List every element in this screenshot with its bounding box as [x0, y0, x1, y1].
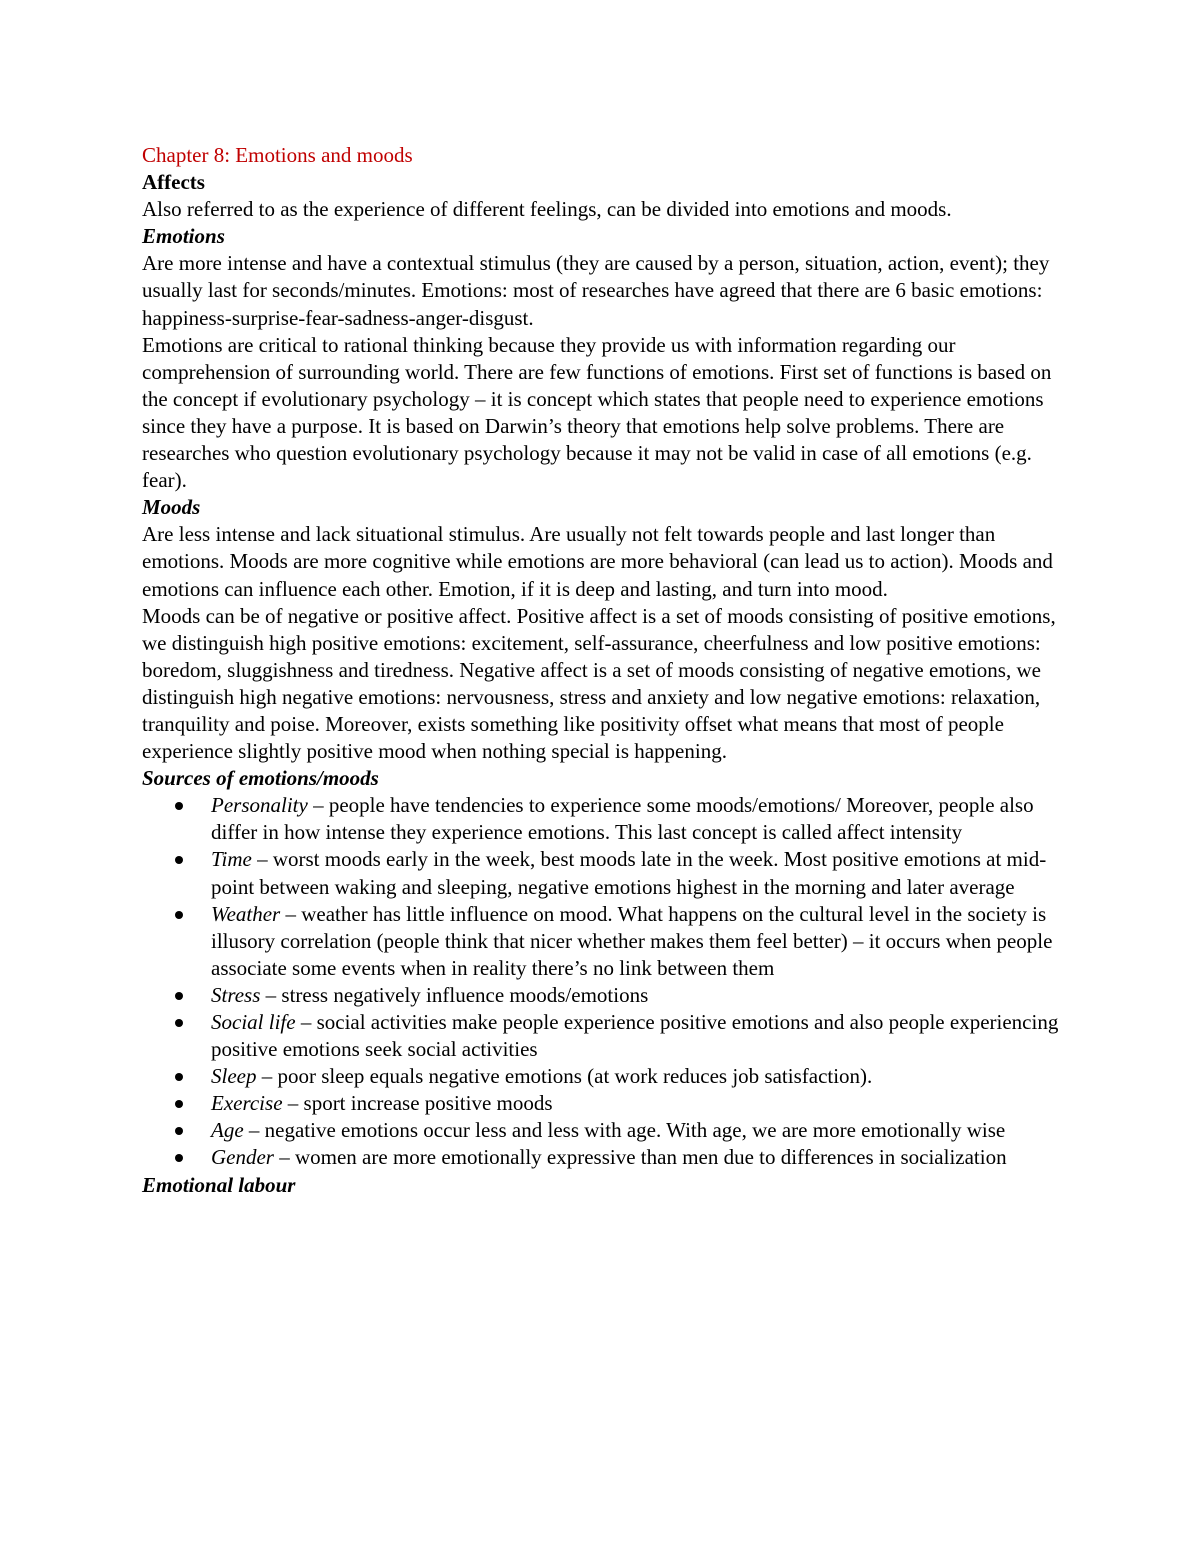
list-item: [142, 1090, 1062, 1117]
list-item: [142, 982, 1062, 1009]
list-item: [142, 792, 1062, 846]
source-term: Exercise: [211, 1091, 283, 1116]
source-text: – women are more emotionally expressive than men due to differences in socialization: [273, 1145, 1007, 1170]
source-term: Personality: [211, 793, 308, 818]
source-term: Social life: [211, 1010, 296, 1034]
source-term: Gender: [211, 1145, 274, 1170]
bullet-icon: [175, 802, 183, 810]
document-page: [142, 142, 1062, 1199]
list-item: [142, 1144, 1062, 1171]
sources-heading: Sources of emotions/moods: [142, 766, 379, 791]
source-text: – social activities make people experience positive emotions and also people experiencing positive emotions seek social activities: [211, 1010, 1059, 1062]
bullet-icon: [175, 911, 183, 919]
source-term: Sleep: [211, 1064, 257, 1089]
emotions-paragraph-1: Are more intense and have a contextual stimulus (they are caused by a person, situation, action, event); they usually last for seconds/minutes. Emotions: most of researches have agreed that there are 6 basic emotions: happiness-surprise-fear-sadness-anger-disgust.: [142, 251, 1050, 330]
list-item: [142, 901, 1062, 982]
source-text: – sport increase positive moods: [282, 1091, 553, 1116]
source-text: – weather has little influence on mood. What happens on the cultural level in the society is illusory correlation (people think that nicer whether makes them feel better) – it occurs when people associate some events when in reality there’s no link between them: [211, 901, 1053, 980]
moods-paragraph-1: Are less intense and lack situational stimulus. Are usually not felt towards people and last longer than emotions. Moods are more cognitive while emotions are more behavioral (can lead us to action). Moods and emotions can influence each other. Emotion, if it is deep and lasting, and turn into mood.: [142, 522, 1053, 601]
bullet-icon: [175, 1019, 183, 1027]
affects-paragraph: Also referred to as the experience of different feelings, can be divided into emotions and moods.: [142, 197, 952, 222]
bullet-icon: [175, 992, 183, 1000]
bullet-icon: [175, 1154, 183, 1162]
source-term: Time: [211, 847, 252, 872]
source-text: – worst moods early in the week, best moods late in the week. Most positive emotions at mid-point between waking and sleeping, negative emotions highest in the morning and later average: [211, 847, 1047, 899]
chapter-title: Chapter 8: Emotions and moods: [142, 143, 413, 167]
source-text: – stress negatively influence moods/emotions: [260, 982, 649, 1007]
emotions-paragraph-2: Emotions are critical to rational thinking because they provide us with information regarding our comprehension of surrounding world. There are few functions of emotions. First set of functions is based on the concept if evolutionary psychology – it is concept which states that people need to experience emotions since they have a purpose. It is based on Darwin’s theory that emotions help solve problems. There are researches who question evolutionary psychology because it may not be valid in case of all emotions (e.g. fear).: [142, 332, 1052, 493]
source-text: – people have tendencies to experience some moods/emotions/ Moreover, people also differ in how intense they experience emotions. This last concept is called affect intensity: [211, 793, 1034, 845]
affects-heading: Affects: [142, 170, 205, 195]
list-item: [142, 1063, 1062, 1090]
sources-list: [142, 792, 1062, 1171]
moods-paragraph-2: Moods can be of negative or positive affect. Positive affect is a set of moods consisting of positive emotions, we distinguish high positive emotions: excitement, self-assurance, cheerfulness and low positive emotions: boredom, sluggishness and tiredness. Negative affect is a set of moods consisting of negative emotions, we distinguish high negative emotions: nervousness, stress and anxiety and low negative emotions: relaxation, tranquility and poise. Moreover, exists something like positivity offset what means that most of people experience slightly positive mood when nothing special is happening.: [142, 603, 1056, 764]
list-item: [142, 1009, 1062, 1063]
source-term: Age: [211, 1118, 244, 1143]
source-term: Stress: [211, 982, 261, 1007]
bullet-icon: [175, 1127, 183, 1135]
bullet-icon: [175, 856, 183, 864]
bullet-icon: [175, 1100, 183, 1108]
emotional-labour-heading: Emotional labour: [142, 1172, 296, 1197]
source-text: – negative emotions occur less and less with age. With age, we are more emotionally wise: [243, 1118, 1006, 1143]
bullet-icon: [175, 1073, 183, 1081]
list-item: [142, 1117, 1062, 1144]
source-text: – poor sleep equals negative emotions (at work reduces job satisfaction).: [256, 1064, 873, 1089]
moods-heading: Moods: [142, 495, 201, 520]
source-term: Weather: [211, 901, 281, 926]
list-item: [142, 846, 1062, 900]
emotions-heading: Emotions: [142, 224, 225, 249]
